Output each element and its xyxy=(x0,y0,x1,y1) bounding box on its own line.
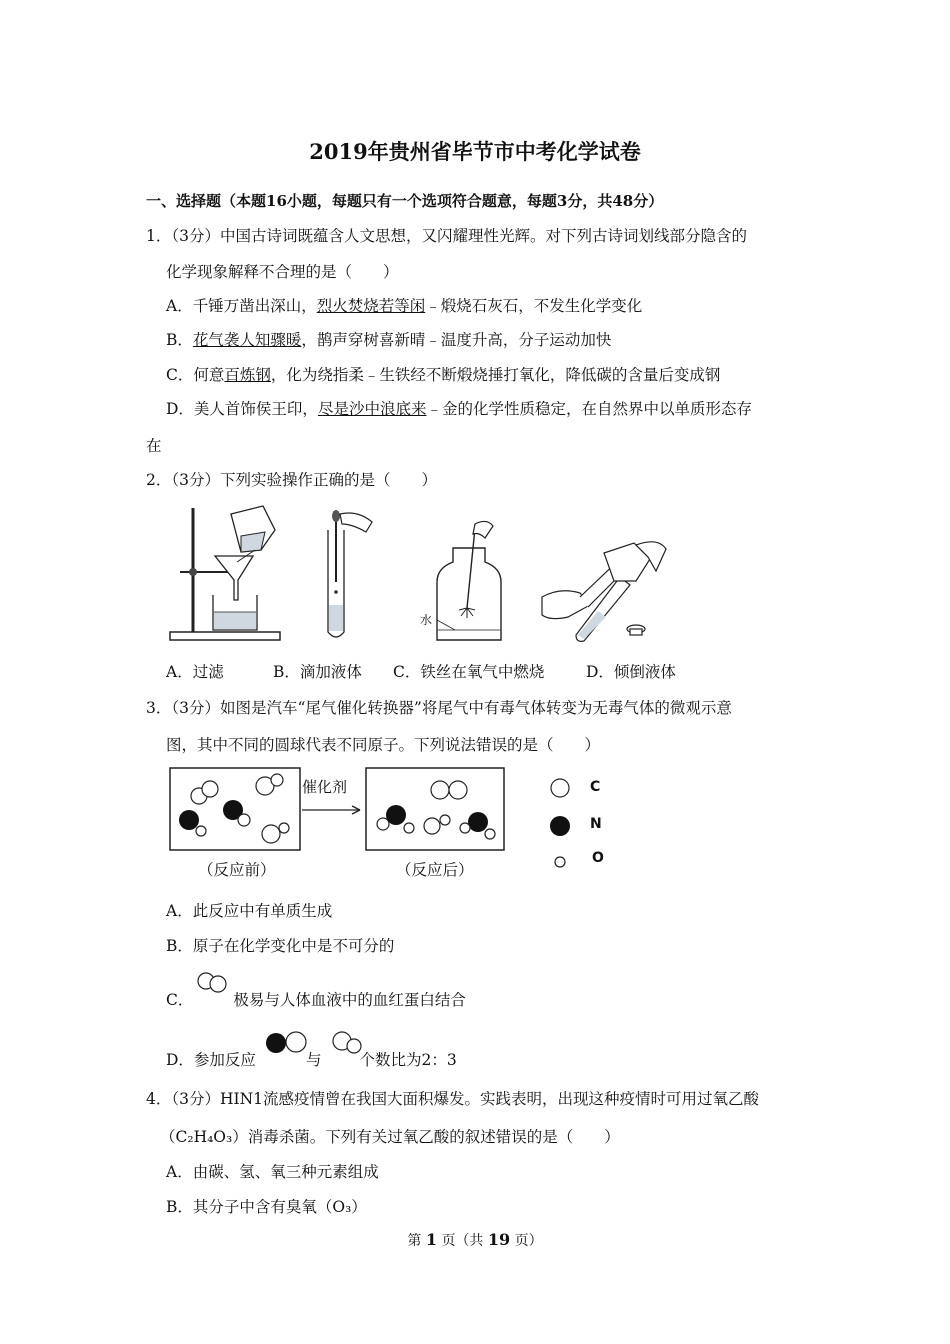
q1-a-underlined: 烈火焚烧若等闲 xyxy=(316,297,426,315)
q3-stem-line1: 3．（3分）如图是汽车“尾气催化转换器”将尾气中有毒气体转变为无毒气体的微观示意 xyxy=(146,699,732,717)
q4-stem-line1: 4．（3分）HIN1流感疫情曾在我国大面积爆发。实践表明，出现这种疫情时可用过氧乙酸 xyxy=(146,1090,760,1108)
q1-d-post: ﹣金的化学性质稳定，在自然界中以单质形态存 xyxy=(426,400,752,418)
q1-option-d[interactable] xyxy=(166,397,752,419)
q4-option-a[interactable]: A．由碳、氢、氧三种元素组成 xyxy=(166,1163,379,1181)
q3-c-text: 极易与人体血液中的血红蛋白结合 xyxy=(233,991,466,1009)
q2-option-b[interactable]: B．滴加液体 xyxy=(273,663,362,681)
q4-option-b[interactable]: B．其分子中含有臭氧（O₃） xyxy=(166,1198,367,1216)
q1-a-post: ﹣煅烧石灰石，不发生化学变化 xyxy=(425,297,643,315)
q3-c-label: C． xyxy=(166,991,194,1009)
q1-option-b[interactable] xyxy=(166,328,611,350)
q1-option-c[interactable] xyxy=(166,363,720,385)
q1-option-d-continued: 在 xyxy=(146,437,162,455)
q1-c-post: ，化为绕指柔﹣生铁经不断煅烧捶打氧化，降低碳的含量后变成钢 xyxy=(270,366,721,384)
q2-option-c[interactable]: C．铁丝在氧气中燃烧 xyxy=(393,663,545,681)
legend-n: N xyxy=(590,816,602,832)
co-molecule-icon xyxy=(196,970,232,994)
pouring-figure xyxy=(540,535,670,645)
q2-option-d[interactable]: D．倾倒液体 xyxy=(586,663,676,681)
q1-d-pre: D．美人首饰侯王印， xyxy=(166,400,318,418)
q1-stem-line2: 化学现象解释不合理的是（ ） xyxy=(166,263,399,281)
footer-pre: 第 xyxy=(407,1233,422,1249)
dropper-figure xyxy=(318,510,388,645)
q4-stem-line2 xyxy=(160,1125,620,1147)
q1-c-pre: C．何意 xyxy=(166,366,225,384)
page-footer xyxy=(0,1230,950,1250)
iron-wire-figure xyxy=(415,518,515,648)
section-heading: 一、选择题（本题16小题，每题只有一个选项符合题意，每题3分，共48分） xyxy=(146,192,664,210)
water-label: 水 xyxy=(420,613,433,627)
catalyst-label: 催化剂 xyxy=(302,778,348,796)
before-label: （反应前） xyxy=(198,861,276,879)
q3-d-mid: 与 xyxy=(305,1051,322,1069)
page-title: 2019年贵州省毕节市中考化学试卷 xyxy=(309,139,641,164)
footer-post: 页） xyxy=(514,1233,543,1249)
footer-mid: 页（共 xyxy=(441,1233,484,1249)
legend-o: O xyxy=(592,850,604,866)
q1-b-pre: B． xyxy=(166,331,193,349)
q3-option-b[interactable]: B．原子在化学变化中是不可分的 xyxy=(166,937,395,955)
q1-stem-line1: 1．（3分）中国古诗词既蕴含人文思想，又闪耀理性光辉。对下列古诗词划线部分隐含的 xyxy=(146,227,747,245)
q1-b-post: ，鹊声穿树喜新晴﹣温度升高，分子运动加快 xyxy=(301,331,612,349)
q3-d-pre: D．参加反应 xyxy=(166,1051,256,1069)
no-molecule-icon xyxy=(264,1030,312,1056)
legend-c: C xyxy=(590,779,601,795)
q3-d-post: 个数比为2：3 xyxy=(359,1051,457,1069)
q1-a-pre: A．千锤万凿出深山， xyxy=(166,297,317,315)
q3-stem-line2: 图，其中不同的圆球代表不同原子。下列说法错误的是（ ） xyxy=(166,736,601,754)
q2-stem: 2．（3分）下列实验操作正确的是（ ） xyxy=(146,471,437,489)
q4-stem-rest: 消毒杀菌。下列有关过氧乙酸的叙述错误的是（ ） xyxy=(247,1128,620,1146)
after-label: （反应后） xyxy=(396,861,474,879)
q1-b-underlined: 花气袭人知骤暖 xyxy=(192,331,302,349)
q2-option-a[interactable]: A．过滤 xyxy=(166,663,224,681)
q1-d-underlined: 尽是沙中浪底来 xyxy=(317,400,427,418)
q1-c-underlined: 百炼钢 xyxy=(224,366,271,384)
co-molecule-icon-2 xyxy=(330,1030,366,1056)
q3-option-a[interactable]: A．此反应中有单质生成 xyxy=(166,902,333,920)
footer-page-number: 1 xyxy=(425,1230,437,1249)
filtration-figure xyxy=(165,500,285,645)
q4-formula: （C₂H₄O₃） xyxy=(160,1128,248,1146)
q1-option-a[interactable] xyxy=(166,294,642,316)
footer-total-pages: 19 xyxy=(487,1230,511,1249)
